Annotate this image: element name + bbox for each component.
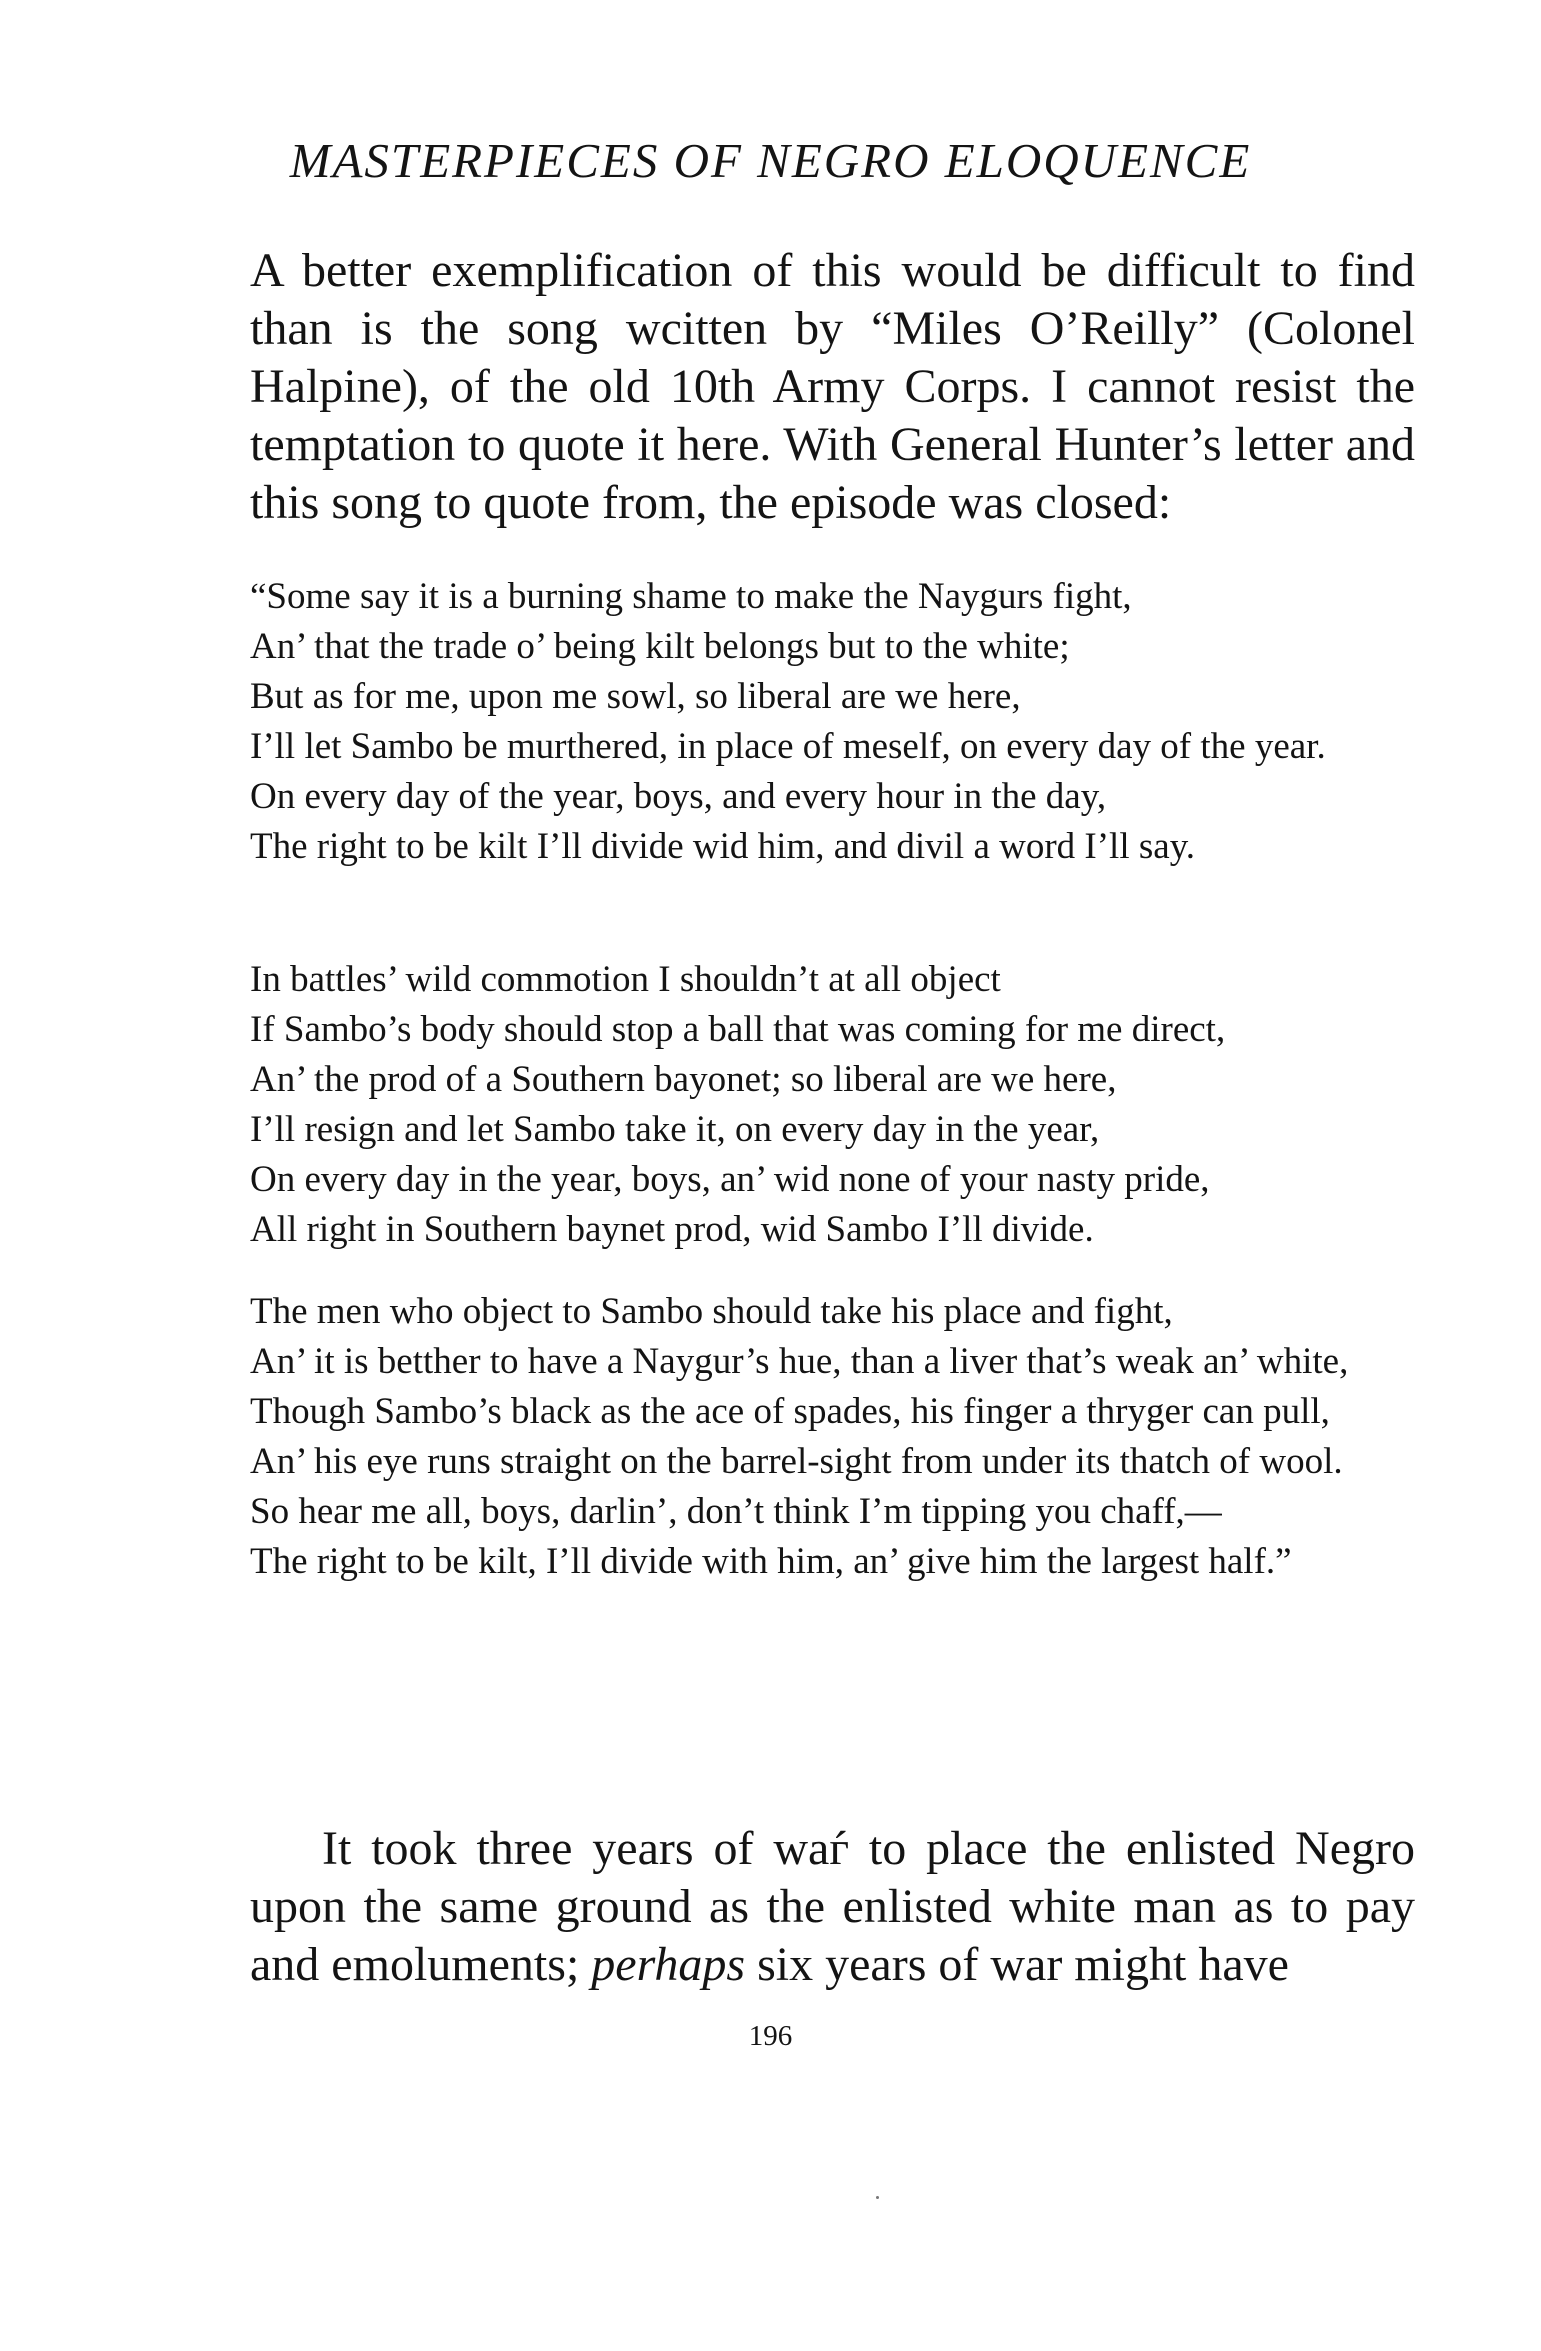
verse-line: I’ll resign and let Sambo take it, on every day in the year, (250, 1109, 1100, 1150)
verse-line: All right in Southern baynet prod, wid Sambo I’ll divide. (250, 1209, 1094, 1250)
poem-stanza-2 (250, 955, 1420, 1255)
poem-stanza-3 (250, 1287, 1420, 1587)
verse-line: If Sambo’s body should stop a ball that was coming for me direct, (250, 1009, 1226, 1050)
verse-line: In battles’ wild commotion I shouldn’t at all object (250, 959, 1001, 1000)
verse-line: The right to be kilt, I’ll divide with him, an’ give him the largest half.” (250, 1541, 1292, 1582)
verse-line: An’ that the trade o’ being kilt belongs but to the white; (250, 626, 1070, 667)
page-number: 196 (748, 2020, 793, 2052)
closing-emphasis: perhaps (591, 1938, 746, 1991)
verse-line: The men who object to Sambo should take his place and fight, (250, 1291, 1173, 1332)
verse-line: An’ the prod of a Southern bayonet; so liberal are we here, (250, 1059, 1117, 1100)
intro-paragraph: A better exemplification of this would be difficult to find than is the song wcitten by “Miles O’Reilly” (Colonel Halpine), of the old 10th Army Corps. I cannot resist the temptation to quote it here. With General Hunter’s letter and this song to quote from, the episode was closed: (250, 244, 1415, 529)
verse-line: But as for me, upon me sowl, so liberal are we here, (250, 676, 1021, 717)
running-head: MASTERPIECES OF NEGRO ELOQUENCE (289, 133, 1252, 188)
verse-line: On every day of the year, boys, and every hour in the day, (250, 776, 1107, 817)
poem-stanza-1 (250, 572, 1420, 872)
verse-line: The right to be kilt I’ll divide wid him, and divil a word I’ll say. (250, 826, 1196, 867)
paper-speck (876, 2196, 879, 2199)
verse-line: On every day in the year, boys, an’ wid none of your nasty pride, (250, 1159, 1210, 1200)
verse-line: So hear me all, boys, darlin’, don’t think I’m tipping you chaff,— (250, 1491, 1222, 1532)
verse-line: I’ll let Sambo be murthered, in place of meself, on every day of the year. (250, 726, 1326, 767)
closing-text-after: six years of war might have (757, 1938, 1289, 1991)
verse-line: “Some say it is a burning shame to make the Naygurs fight, (250, 576, 1132, 617)
verse-line: Though Sambo’s black as the ace of spades, his finger a thryger can pull, (250, 1391, 1330, 1432)
closing-paragraph (250, 1820, 1415, 1994)
closing-text-before: It took three years of waѓ to place the enlisted Negro upon the same ground as the enlisted white man as to pay and emoluments; (250, 1822, 1415, 1991)
verse-line: An’ his eye runs straight on the barrel-sight from under its thatch of wool. (250, 1441, 1343, 1482)
verse-line: An’ it is betther to have a Naygur’s hue, than a liver that’s weak an’ white, (250, 1341, 1349, 1382)
